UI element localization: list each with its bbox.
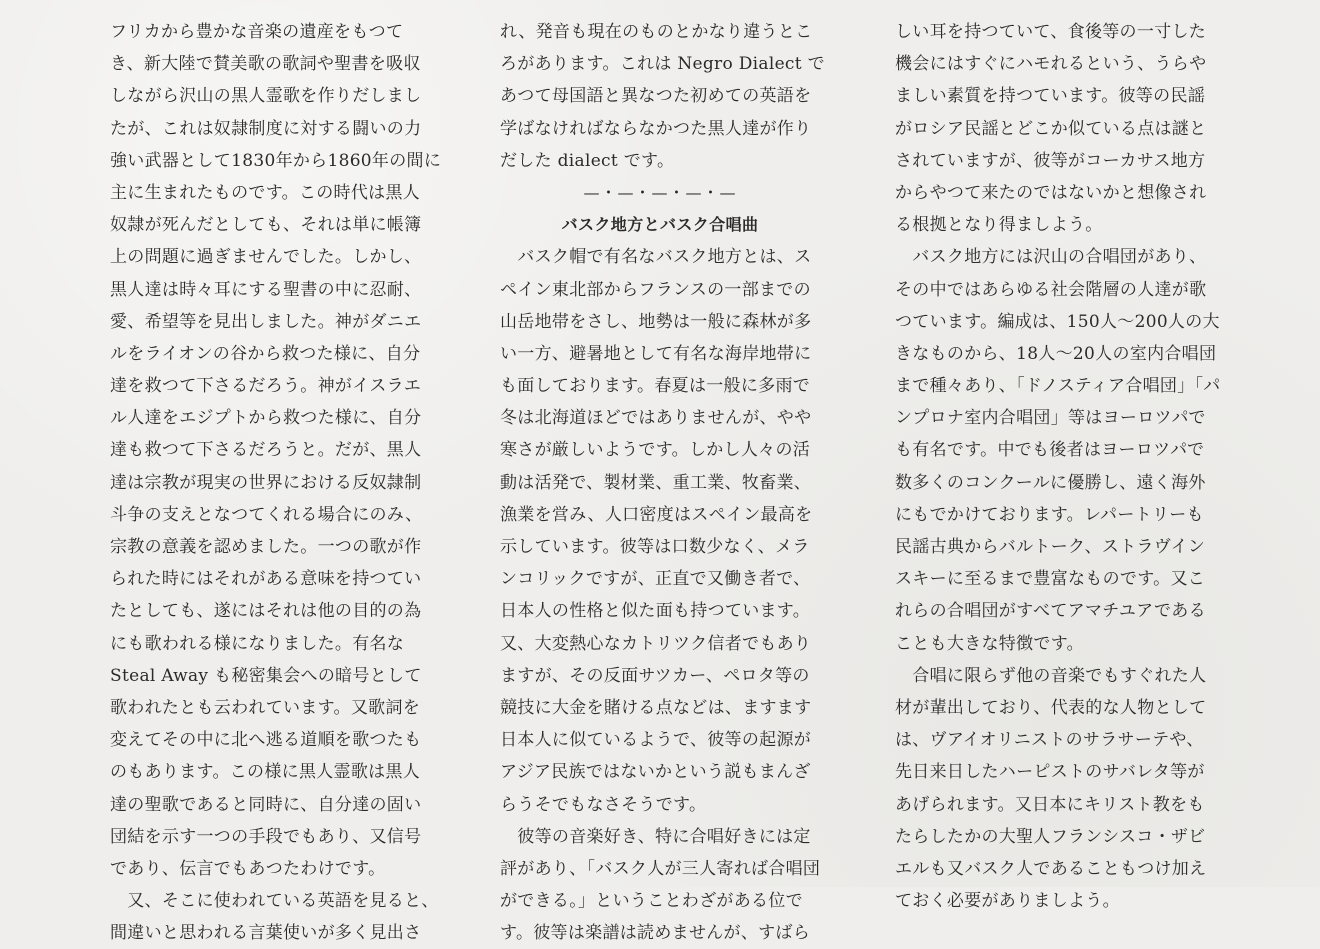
- text-line: 歌われたとも云われています。又歌詞を: [110, 697, 421, 718]
- text-line: フリカから豊かな音楽の遺産をもつて: [110, 22, 404, 42]
- text-line: 評があり、「バスク人が三人寄れば合唱団: [500, 858, 821, 879]
- text-line: たが、これは奴隷制度に対する闘いの力: [110, 118, 422, 139]
- text-line: 黒人達は時々耳にする聖書の中に忍耐、: [110, 279, 422, 300]
- text-line: されていますが、彼等がコーカサス地方: [895, 150, 1206, 171]
- text-line: 山岳地帯をさし、地勢は一般に森林が多: [500, 311, 812, 332]
- text-line: ましい素質を持つています。彼等の民謡: [895, 86, 1206, 107]
- text-line: 宗教の意義を認めました。一つの歌が作: [110, 537, 422, 557]
- text-line: 主に生まれたものです。この時代は黒人: [110, 182, 421, 203]
- text-line: ができる。」ということわざがある位で: [500, 891, 803, 912]
- text-line: 民謡古典からバルトーク、ストラヴイン: [895, 537, 1206, 557]
- text-line: 示しています。彼等は口数少なく、メラ: [500, 537, 810, 557]
- text-line: がロシア民謡とどこか似ている点は謎と: [895, 118, 1207, 139]
- text-line: 達の聖歌であると同時に、自分達の固い: [110, 794, 422, 815]
- text-line: つています。編成は、150人〜200人の大: [895, 311, 1220, 332]
- text-line: 達も救つて下さるだろうと。だが、黒人: [110, 440, 422, 461]
- text-line: たとしても、遂にはそれは他の目的の為: [110, 601, 422, 622]
- text-line: ておく必要がありましよう。: [895, 891, 1120, 912]
- text-line: 日本人の性格と似た面も持つています。: [500, 601, 811, 622]
- text-line: 団結を示す一つの手段でもあり、又信号: [110, 826, 422, 847]
- text-line: す。彼等は楽譜は読めませんが、すばら: [500, 923, 811, 944]
- text-line: スキーに至るまで豊富なものです。又こ: [895, 569, 1206, 590]
- text-line: 又、大変熱心なカトリツク信者でもあり: [500, 633, 812, 654]
- text-line: 機会にはすぐにハモれるという、うらや: [895, 54, 1207, 75]
- text-line: 競技に大金を賭ける点などは、ますます: [500, 697, 812, 718]
- text-line: バスク帽で有名なバスク地方とは、ス: [500, 247, 812, 268]
- text-line: きなものから、18人〜20人の室内合唱団: [895, 343, 1217, 364]
- text-line: 達を救つて下さるだろう。神がイスラエ: [110, 376, 422, 397]
- text-line: にもでかけております。レパートリーも: [895, 504, 1204, 525]
- text-line: 斗争の支えとなつてくれる場合にのみ、: [110, 504, 423, 525]
- text-line: まで種々あり、「ドノスティア合唱団」「パ: [895, 376, 1221, 397]
- text-line: 日本人に似ているようで、彼等の起源が: [500, 730, 812, 751]
- text-line: 達は宗教が現実の世界における反奴隷制: [110, 472, 422, 493]
- text-line: ことも大きな特徴です。: [895, 633, 1084, 654]
- text-line: エルも又バスク人であることもつけ加え: [895, 858, 1207, 879]
- text-column-left: [110, 16, 442, 949]
- text-line: ンコリックですが、正直で又働き者で、: [500, 569, 811, 590]
- text-line: あつて母国語と異なつた初めての英語を: [500, 86, 812, 107]
- text-line: バスク地方には沢山の合唱団があり、: [895, 247, 1207, 268]
- text-line: ろがあります。これは Negro Dialect で: [500, 54, 825, 75]
- text-line: 寒さが厳しいようです。しかし人々の活: [500, 440, 811, 461]
- text-line: 漁業を営み、人口密度はスペイン最高を: [500, 504, 813, 525]
- text-line: は、ヴアイオリニストのサラサーテや、: [895, 730, 1204, 751]
- section-divider: —・—・—・—・—: [583, 182, 737, 202]
- section-heading: バスク地方とバスク合唱曲: [561, 215, 759, 235]
- text-line: らうそでもなさそうです。: [500, 794, 707, 815]
- text-line: き、新大陸で賛美歌の歌詞や聖書を吸収: [110, 54, 421, 75]
- text-column-right: [895, 16, 1221, 917]
- text-line: も面しております。春夏は一般に多雨で: [500, 376, 811, 397]
- text-line: 合唱に限らず他の音楽でもすぐれた人: [895, 665, 1207, 686]
- text-line: にも歌われる様になりました。有名な: [110, 633, 405, 654]
- text-line: ルをライオンの谷から救つた様に、自分: [110, 343, 421, 364]
- text-line: れらの合唱団がすべてアマチユアである: [895, 601, 1206, 622]
- text-column-middle: [500, 16, 825, 949]
- text-line: しい耳を持つていて、食後等の一寸した: [895, 22, 1207, 42]
- text-line: 奴隷が死んだとしても、それは単に帳簿: [110, 215, 422, 236]
- text-line: たらしたかの大聖人フランシスコ・ザビ: [895, 826, 1206, 847]
- text-line: 彼等の音楽好き、特に合唱好きには定: [500, 826, 811, 847]
- text-line: しながら沢山の黒人霊歌を作りだしまし: [110, 86, 422, 107]
- text-line: 強い武器として1830年から1860年の間に: [110, 150, 442, 171]
- text-line: る根拠となり得ましよう。: [895, 215, 1103, 236]
- text-line: 動は活発で、製材業、重工業、牧畜業、: [500, 472, 812, 493]
- text-line: い一方、避暑地として有名な海岸地帯に: [500, 343, 812, 364]
- text-line: られた時にはそれがある意味を持つてい: [110, 569, 422, 590]
- text-line: 冬は北海道ほどではありませんが、やや: [500, 408, 812, 429]
- text-line: ますが、その反面サツカー、ペロタ等の: [500, 665, 810, 686]
- text-line: 愛、希望等を見出しました。神がダニエ: [110, 311, 422, 332]
- text-line: ペイン東北部からフランスの一部までの: [500, 279, 811, 300]
- text-line: 数多くのコンクールに優勝し、遠く海外: [895, 472, 1206, 493]
- text-line: あげられます。又日本にキリスト教をも: [895, 794, 1205, 815]
- text-line: 先日来日したハーピストのサバレタ等が: [895, 762, 1205, 783]
- text-line: も有名です。中でも後者はヨーロツパで: [895, 440, 1205, 461]
- text-line: 材が輩出しており、代表的な人物として: [895, 697, 1207, 718]
- text-line: Steal Away も秘密集会への暗号として: [110, 665, 422, 686]
- text-line: であり、伝言でもあつたわけです。: [110, 858, 386, 879]
- text-line: のもあります。この様に黒人霊歌は黒人: [110, 762, 421, 783]
- text-line: れ、発音も現在のものとかなり違うとこ: [500, 22, 813, 42]
- text-line: 変えてその中に北へ逃る道順を歌つたも: [110, 730, 422, 751]
- text-line: だした dialect です。: [500, 150, 675, 171]
- text-line: 上の問題に過ぎませんでした。しかし、: [110, 247, 422, 268]
- text-line: からやつて来たのではないかと想像され: [895, 182, 1207, 203]
- text-line: アジア民族ではないかという説もまんざ: [500, 762, 811, 783]
- text-line: 間違いと思われる言葉使いが多く見出さ: [110, 923, 422, 944]
- text-line: ル人達をエジプトから救つた様に、自分: [110, 408, 422, 429]
- text-line: 学ばなければならなかつた黒人達が作り: [500, 118, 812, 139]
- text-line: ンプロナ室内合唱団」等はヨーロツパで: [895, 408, 1206, 429]
- text-line: その中ではあらゆる社会階層の人達が歌: [895, 279, 1207, 300]
- text-line: 又、そこに使われている英語を見ると、: [110, 891, 439, 912]
